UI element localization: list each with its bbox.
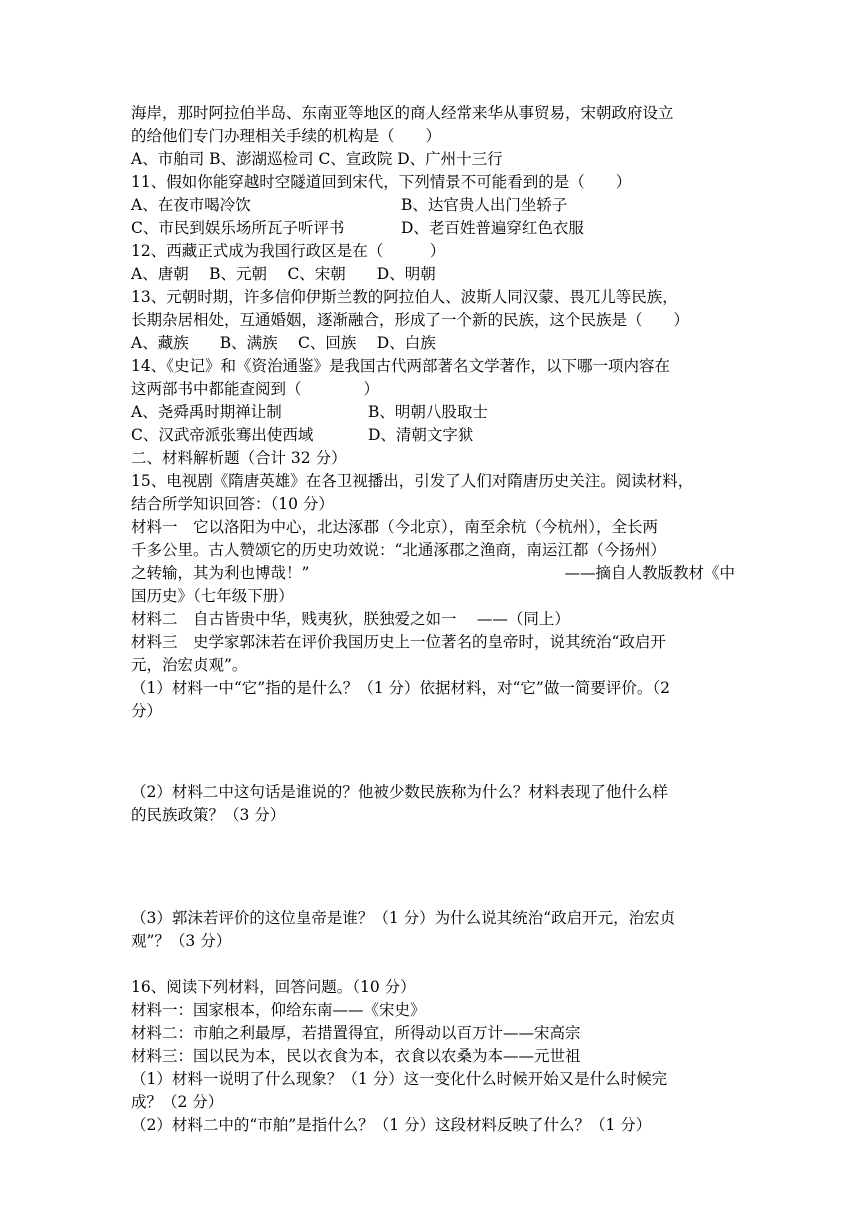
q15-material-1-quote-end: 之转输，其为利也博哉！”: [131, 564, 310, 582]
q11-option-b: B、达官贵人出门坐轿子: [401, 196, 568, 214]
q11-option-c: C、市民到娱乐场所瓦子听评书: [131, 219, 345, 237]
q15-part-3-line-1: （3）郭沫若评价的这位皇帝是谁？（1 分）为什么说其统治“政启开元，治宏贞: [131, 909, 676, 927]
q15-line-1: 15、电视剧《隋唐英雄》在各卫视播出，引发了人们对隋唐历史关注。阅读材料，: [131, 472, 694, 490]
q12-stem: 12、西藏正式成为我国行政区是在（ ）: [131, 242, 446, 260]
q15-part-2-line-1: （2）材料二中这句话是谁说的？他被少数民族称为什么？材料表现了他什么样: [131, 783, 668, 801]
q15-material-1-line-3: [131, 562, 735, 585]
q16-material-1: 材料一：国家根本，仰给东南——《宋史》: [131, 1001, 426, 1019]
q10-options: A、市舶司 B、澎湖巡检司 C、宣政院 D、广州十三行: [131, 150, 503, 168]
q15-part-3-line-2: 观”？（3 分）: [131, 932, 232, 950]
q16-stem: 16、阅读下列材料，回答问题。（10 分）: [131, 978, 416, 996]
q15-line-2: 结合所学知识回答：（10 分）: [131, 495, 334, 513]
q16-material-3: 材料三：国以民为本，民以衣食为本，衣食以农桑为本——元世祖: [131, 1047, 581, 1065]
q16-part-2: （2）材料二中的“市舶”是指什么？（1 分）这段材料反映了什么？（1 分）: [131, 1116, 652, 1134]
q14-option-d: D、清朝文字狱: [368, 426, 474, 444]
q11-options-row-1: [131, 194, 735, 217]
q14-line-2: 这两部书中都能查阅到（ ）: [131, 380, 380, 398]
q15-part-1-line-1: （1）材料一中“它”指的是什么？（1 分）依据材料，对“它”做一简要评价。（2: [131, 679, 670, 697]
q14-options-row-1: [131, 401, 735, 424]
q11-option-d: D、老百姓普遍穿红色衣服: [401, 219, 584, 237]
q16-part-1-line-2: 成？（2 分）: [131, 1093, 224, 1111]
q11-option-a: A、在夜市喝冷饮: [131, 196, 251, 214]
answer-space: [131, 723, 735, 781]
q10-line-2: 的给他们专门办理相关手续的机构是（ ）: [131, 127, 442, 145]
q16-material-2: 材料二：市舶之利最厚，若措置得宜，所得动以百万计——宋高宗: [131, 1024, 581, 1042]
q15-material-1-line-1: 材料一 它以洛阳为中心，北达涿郡（今北京），南至余杭（今杭州），全长两: [131, 518, 659, 536]
q16-part-1-line-1: （1）材料一说明了什么现象？（1 分）这一变化什么时候开始又是什么时候完: [131, 1070, 668, 1088]
q11-stem: 11、假如你能穿越时空隧道回到宋代，下列情景不可能看到的是（ ）: [131, 173, 632, 191]
q15-part-1-line-2: 分）: [131, 702, 163, 720]
q13-options: A、藏族 B、满族 C、回族 D、白族: [131, 334, 436, 352]
q15-material-1-line-2: 千多公里。古人赞颂它的历史功效说：“北通涿郡之渔商，南运江都（今扬州）: [131, 541, 666, 559]
answer-space: [131, 873, 735, 907]
q14-line-1: 14、《史记》和《资治通鉴》是我国古代两部著名文学著作，以下哪一项内容在: [131, 357, 670, 375]
answer-space: [131, 953, 735, 976]
q14-option-a: A、尧舜禹时期禅让制: [131, 403, 282, 421]
answer-space: [131, 827, 735, 873]
page-content: [131, 102, 735, 1137]
q12-options: A、唐朝 B、元朝 C、宋朝 D、明朝: [131, 265, 436, 283]
q13-line-2: 长期杂居相处，互通婚姻，逐渐融合，形成了一个新的民族，这个民族是（ ）: [131, 311, 690, 329]
q15-material-2: 材料二 自古皆贵中华，贱夷狄，朕独爱之如一 ——（同上）: [131, 610, 570, 628]
q10-line-1: 海岸，那时阿拉伯半岛、东南亚等地区的商人经常来华从事贸易，宋朝政府设立: [131, 104, 674, 122]
q14-options-row-2: [131, 424, 735, 447]
q15-material-3-line-2: 元，治宏贞观”。: [131, 656, 248, 674]
q13-line-1: 13、元朝时期，许多信仰伊斯兰教的阿拉伯人、波斯人同汉蒙、畏兀儿等民族，: [131, 288, 678, 306]
q14-option-c: C、汉武帝派张骞出使西域: [131, 426, 314, 444]
q14-option-b: B、明朝八股取士: [368, 403, 488, 421]
q15-material-1-source: ——摘自人教版教材《中: [564, 564, 735, 582]
q11-options-row-2: [131, 217, 735, 240]
q15-material-3-line-1: 材料三 史学家郭沫若在评价我国历史上一位著名的皇帝时，说其统治“政启开: [131, 633, 666, 651]
section-2-heading: 二、材料解析题（合计 32 分）: [131, 449, 347, 467]
q15-material-1-line-4: 国历史》（七年级下册）: [131, 587, 294, 605]
q15-part-2-line-2: 的民族政策？（3 分）: [131, 806, 286, 824]
